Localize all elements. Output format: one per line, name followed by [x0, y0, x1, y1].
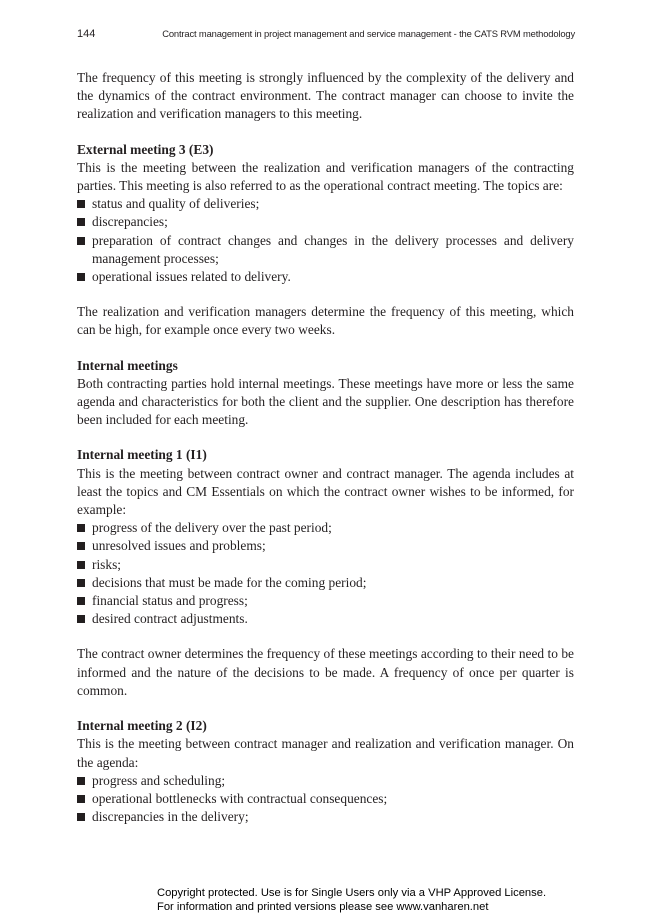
- page-number: 144: [77, 28, 96, 40]
- bullet-icon: [77, 777, 85, 785]
- list-item: operational issues related to delivery.: [77, 268, 574, 286]
- page-header: [77, 28, 575, 42]
- section-heading: External meeting 3 (E3): [77, 141, 214, 157]
- bullet-icon: [77, 524, 85, 532]
- list-item: operational bottlenecks with contractual consequences;: [77, 790, 574, 808]
- intro-paragraph: The frequency of this meeting is strongly influenced by the complexity of the delivery and the dynamics of the contract environment. The contract manager can choose to invite the realization and verification managers to this meeting.: [77, 70, 574, 122]
- bullet-icon: [77, 273, 85, 281]
- section-text: Both contracting parties hold internal meetings. These meetings have more or less the same agenda and characteristics for both the client and the supplier. One description has therefore been included for each meeting.: [77, 375, 574, 428]
- info-notice: For information and printed versions please see www.vanharen.net: [157, 901, 489, 913]
- section-heading: Internal meeting 2 (I2): [77, 718, 207, 734]
- list-item: unresolved issues and problems;: [77, 537, 574, 555]
- list-item: desired contract adjustments.: [77, 610, 574, 628]
- page-body: [77, 69, 574, 826]
- section-heading: Internal meetings: [77, 357, 178, 373]
- bullet-list: [77, 772, 574, 827]
- copyright-notice: Copyright protected. Use is for Single Users only via a VHP Approved License.: [157, 887, 547, 899]
- list-item: risks;: [77, 556, 574, 574]
- list-item: status and quality of deliveries;: [77, 195, 574, 213]
- bullet-list: [77, 519, 574, 628]
- section-heading: Internal meeting 1 (I1): [77, 447, 207, 463]
- list-item: decisions that must be made for the coming period;: [77, 574, 574, 592]
- bullet-icon: [77, 813, 85, 821]
- bullet-icon: [77, 795, 85, 803]
- running-title: Contract management in project management and service management - the CATS RVM methodology: [162, 28, 575, 39]
- bullet-icon: [77, 200, 85, 208]
- bullet-icon: [77, 237, 85, 245]
- list-item: progress of the delivery over the past period;: [77, 519, 574, 537]
- section-text: This is the meeting between contract manager and realization and verification manager. On the agenda:: [77, 736, 574, 770]
- list-item: preparation of contract changes and changes in the delivery processes and delivery management processes;: [77, 232, 574, 268]
- bullet-icon: [77, 218, 85, 226]
- bullet-list: [77, 195, 574, 286]
- bullet-icon: [77, 579, 85, 587]
- section-text: This is the meeting between the realization and verification managers of the contracting parties. This meeting is also referred to as the operational contract meeting. The topics are:: [77, 159, 574, 194]
- section-after-text: The contract owner determines the frequency of these meetings according to their need to be informed and the nature of the decisions to be made. A frequency of once per quarter is common.: [77, 646, 574, 698]
- section-after-text: The realization and verification managers determine the frequency of this meeting, which can be high, for example once every two weeks.: [77, 304, 574, 338]
- bullet-icon: [77, 561, 85, 569]
- list-item: discrepancies in the delivery;: [77, 808, 574, 826]
- section-text: This is the meeting between contract owner and contract manager. The agenda includes at least the topics and CM Essentials on which the contract owner wishes to be informed, for example:: [77, 465, 574, 518]
- bullet-icon: [77, 615, 85, 623]
- list-item: financial status and progress;: [77, 592, 574, 610]
- bullet-icon: [77, 542, 85, 550]
- list-item: discrepancies;: [77, 213, 574, 231]
- list-item: progress and scheduling;: [77, 772, 574, 790]
- copyright-footer: [157, 886, 577, 914]
- bullet-icon: [77, 597, 85, 605]
